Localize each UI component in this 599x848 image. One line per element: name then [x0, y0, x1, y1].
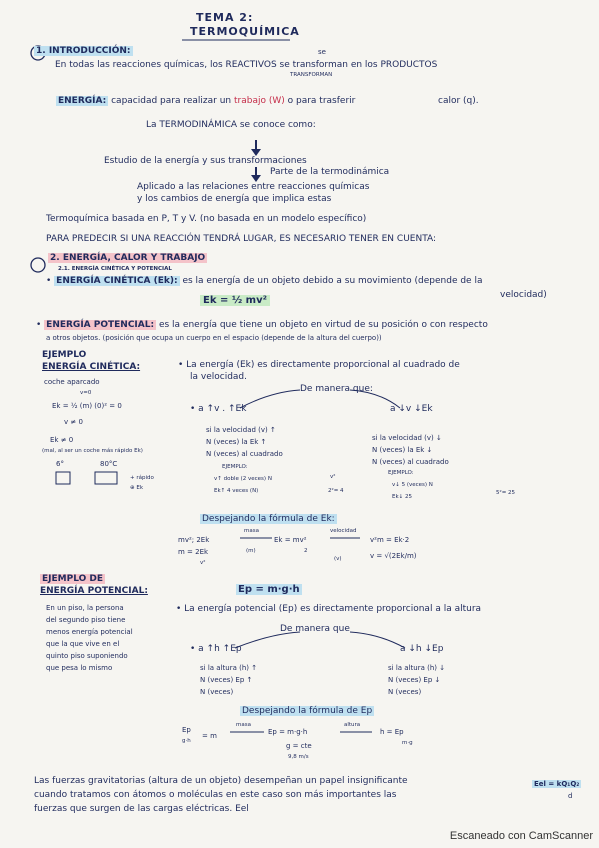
ejemplo-ep-l3: menos energía potencial — [46, 628, 133, 636]
termo-line: La TERMODINÁMICA se conoce como: — [146, 120, 316, 130]
ec-r2: N (veces) la Ek ↓ — [372, 446, 433, 454]
car-box-2 — [95, 472, 117, 484]
ec-r4: EJEMPLO: — [388, 470, 414, 476]
ejemplo-ep-heading-1: EJEMPLO DE — [42, 574, 104, 584]
ejemplo-ec-l4: v ≠ 0 — [64, 418, 83, 426]
despejando-ec-vm: v²m = Ek·2 — [370, 536, 410, 544]
ep-r2: N (veces) Ep ↓ — [388, 676, 441, 684]
ec-l1: si la velocidad (v) ↑ — [206, 426, 276, 434]
ec-bullet: • La energía (Ek) es directamente proporcional al cuadrado de — [178, 360, 460, 370]
ejemplo-ep-heading-2: ENERGÍA POTENCIAL: — [40, 586, 148, 596]
ec-left-top: • a ↑v . ↑Ek — [190, 404, 247, 414]
basada-line: Termoquímica basada en P, T y V. (no basada en un modelo específico) — [46, 214, 367, 224]
ec-bullet-2: la velocidad. — [190, 372, 247, 382]
eel-formula: Eel = kQ₁Q₂ — [534, 780, 580, 788]
intro-transforman: TRANSFORMAN — [290, 72, 333, 78]
despejando-ep-m: = m — [202, 732, 217, 740]
despejando-ep-center: Ep = m·g·h — [268, 728, 308, 736]
ep-curve-right — [350, 632, 405, 648]
despejando-ep-masa: masa — [236, 722, 251, 728]
despejando-ec-ek: Ek = mv² — [274, 536, 307, 544]
intro-se: se — [318, 48, 326, 56]
despejando-ep-h: h = Ep — [380, 728, 404, 736]
ejemplo-ep-l2: del segundo piso tiene — [46, 616, 126, 624]
ep-definition-2: a otros objetos. (posición que ocupa un cuerpo en el espacio (depende de la altura del cuerpo)) — [46, 334, 382, 342]
ec-formula: Ek = ½ mv² — [200, 295, 270, 307]
title-line-2: TERMOQUÍMICA — [190, 25, 300, 38]
ejemplo-ep-l4: que la que vive en el — [46, 640, 120, 648]
section2-sub: 2.1. ENERGÍA CINÉTICA Y POTENCIAL — [58, 266, 172, 272]
despejando-ep-g: g = cte — [286, 742, 312, 750]
bottom-l2: cuando tratamos con átomos o moléculas en este caso son más importantes las — [34, 790, 397, 800]
ec-l4: EJEMPLO: — [222, 464, 248, 470]
ec-r5: v↓ 5 (veces) N — [392, 482, 433, 488]
ep-de-manera: De manera que — [280, 624, 350, 634]
ec-r3: N (veces) al cuadrado — [372, 458, 449, 466]
ec-frac-left: v² — [330, 474, 336, 480]
ep-l3: N (veces) — [200, 688, 234, 696]
section-2-circle — [31, 258, 45, 272]
despejando-ec-f1: mv²; 2Ek — [178, 536, 210, 544]
car-box-1 — [56, 472, 70, 484]
estudio-line: Estudio de la energía y sus transformaciones — [104, 156, 307, 166]
ep-bullet: • La energía potencial (Ep) es directamente proporcional a la altura — [176, 604, 482, 614]
ep-r3: N (veces) — [388, 688, 422, 696]
ejemplo-ec-l7: 6° — [56, 460, 64, 468]
aplicado-line-2: y los cambios de energía que implica estas — [137, 194, 332, 204]
despejando-ep-altura: altura — [344, 722, 361, 728]
ejemplo-ec-l8: 80°C — [100, 460, 118, 468]
despejando-ec-veloc: velocidad — [330, 528, 357, 534]
ec-frac-left2: 2²= 4 — [328, 488, 344, 494]
ep-formula: Ep = m·g·h — [238, 584, 300, 595]
despejando-ec-masa: masa — [244, 528, 259, 534]
intro-heading: 1. INTRODUCCIÓN: — [36, 46, 131, 56]
ejemplo-ec-l10: ⊕ Ek — [130, 485, 144, 491]
despejando-ec-ek-b: 2 — [304, 548, 308, 554]
despejando-ep-f1b: g·h — [182, 738, 191, 744]
ejemplo-ec-l6: (mal, al ser un coche más rápido Ek) — [42, 448, 143, 454]
ec-right-top: a ↓v ↓Ek — [390, 404, 433, 414]
bottom-l3: fuerzas que surgen de las cargas eléctricas. Eel — [34, 804, 249, 814]
ec-r6: Ek↓ 25 — [392, 494, 413, 500]
ec-frac-right: 5²= 25 — [496, 490, 516, 496]
title-line-1: TEMA 2: — [196, 11, 254, 24]
energia-def: ENERGÍA: capacidad para realizar un trabajo (W) o para trasferir — [58, 96, 356, 106]
ep-r1: si la altura (h) ↓ — [388, 664, 446, 672]
ec-l2: N (veces) la Ek ↑ — [206, 438, 267, 446]
ep-left: • a ↑h ↑Ep — [190, 644, 242, 654]
ejemplo-ep-l6: que pesa lo mismo — [46, 664, 113, 672]
ep-right: a ↓h ↓Ep — [400, 644, 444, 654]
despejando-ec-title: Despejando la fórmula de Ek: — [202, 514, 335, 524]
curve-arrow-left — [240, 390, 300, 408]
arrow-head-2 — [251, 175, 261, 182]
despejando-ep-hb: m·g — [402, 740, 413, 746]
ec-l5: v↑ doble (2 veces) N — [214, 476, 272, 482]
ejemplo-ec-l3: Ek = ½ (m) (0)² = 0 — [52, 402, 122, 410]
ejemplo-ec-heading-2: ENERGÍA CINÉTICA: — [42, 362, 141, 372]
ep-l1: si la altura (h) ↑ — [200, 664, 258, 672]
arrow-head-1 — [251, 149, 261, 156]
despejando-ec-f2: m = 2Ek — [178, 548, 209, 556]
ec-r1: si la velocidad (v) ↓ — [372, 434, 442, 442]
predecir-line: PARA PREDECIR SI UNA REACCIÓN TENDRÁ LUGAR, ES NECESARIO TENER EN CUENTA: — [46, 234, 437, 244]
despejando-ec-veloc2: (v) — [334, 556, 342, 562]
aplicado-line-1: Aplicado a las relaciones entre reacciones químicas — [137, 182, 370, 192]
ejemplo-ep-l5: quinto piso suponiendo — [46, 652, 128, 660]
despejando-ep-g2: 9,8 m/s — [288, 754, 309, 760]
ejemplo-ec-l1: coche aparcado — [44, 378, 100, 386]
ejemplo-ep-l1: En un piso, la persona — [46, 604, 124, 612]
ejemplo-ec-heading-1: EJEMPLO — [42, 350, 87, 360]
bottom-l1: Las fuerzas gravitatorias (altura de un objeto) desempeñan un papel insignificante — [34, 776, 408, 786]
energia-calor: calor (q). — [438, 96, 479, 106]
eel-formula-b: d — [568, 792, 573, 800]
despejando-ec-masa2: (m) — [246, 548, 256, 554]
ep-l2: N (veces) Ep ↑ — [200, 676, 253, 684]
ep-curve-left — [235, 632, 300, 648]
despejando-ec-vm2: v = √(2Ek/m) — [370, 552, 417, 560]
despejando-ep-f1: Ep — [182, 726, 191, 734]
section2-heading: 2. ENERGÍA, CALOR Y TRABAJO — [50, 253, 206, 263]
ec-definition: • ENERGÍA CINÉTICA (Ek): es la energía de un objeto debido a su movimiento (depende de la — [46, 276, 483, 286]
ec-de-manera: De manera que: — [300, 384, 373, 394]
ec-l6: Ek↑ 4 veces (N) — [214, 488, 259, 494]
ejemplo-ec-l5: Ek ≠ 0 — [50, 436, 74, 444]
ec-definition-2: velocidad) — [500, 290, 547, 300]
camscanner-footer: Escaneado con CamScanner — [449, 830, 593, 842]
ec-l3: N (veces) al cuadrado — [206, 450, 283, 458]
intro-line: En todas las reacciones químicas, los REACTIVOS se transforman en los PRODUCTOS — [55, 60, 438, 70]
ejemplo-ec-l9: + rápido — [130, 475, 154, 481]
ep-definition: • ENERGÍA POTENCIAL: es la energía que tiene un objeto en virtud de su posición o con respecto — [36, 320, 488, 330]
ejemplo-ec-l2: v=0 — [80, 390, 92, 396]
despejando-ec-f2b: v² — [200, 560, 206, 566]
parte-line: Parte de la termodinámica — [270, 167, 390, 177]
despejando-ep-title: Despejando la fórmula de Ep — [242, 706, 373, 716]
